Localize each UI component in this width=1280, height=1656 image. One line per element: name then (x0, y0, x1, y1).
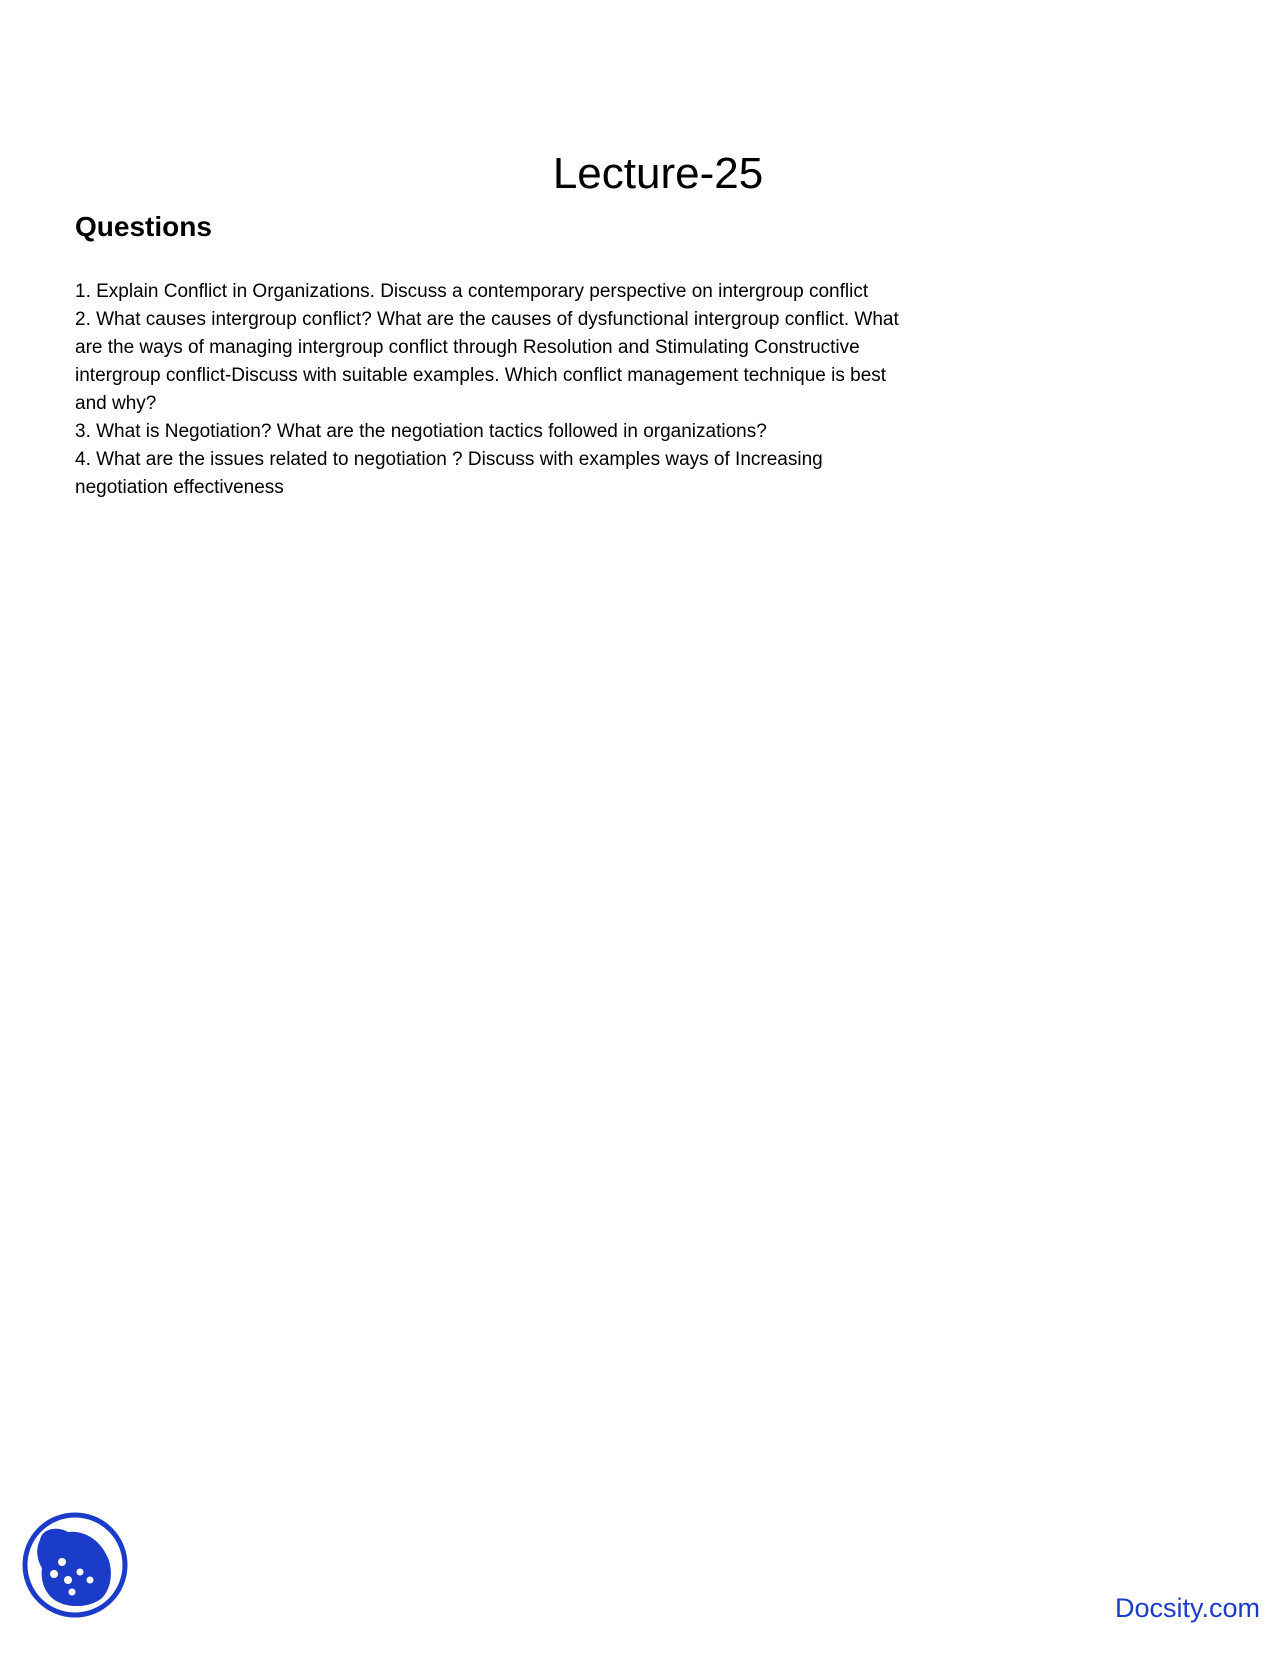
question-item: 2. What causes intergroup conflict? What are the causes of dysfunctional intergroup conflict. What are the ways of managing intergroup conflict through Resolution and Stimulating Constructive intergroup conflict-Discuss with suitable examples. Which conflict management technique is best and why? (75, 309, 899, 414)
questions-heading: Questions (75, 211, 212, 242)
docsity-brand-link[interactable]: Docsity.com (1114, 1593, 1260, 1623)
question-item: 1. Explain Conflict in Organizations. Discuss a contemporary perspective on intergroup conflict (75, 281, 869, 302)
docsity-logo-icon (20, 1510, 130, 1620)
question-item: 3. What is Negotiation? What are the negotiation tactics followed in organizations? (75, 421, 767, 442)
question-item: 4. What are the issues related to negotiation ? Discuss with examples ways of Increasing negotiation effectiveness (75, 449, 823, 498)
questions-list (75, 278, 905, 502)
lecture-title: Lecture-25 (552, 149, 764, 198)
